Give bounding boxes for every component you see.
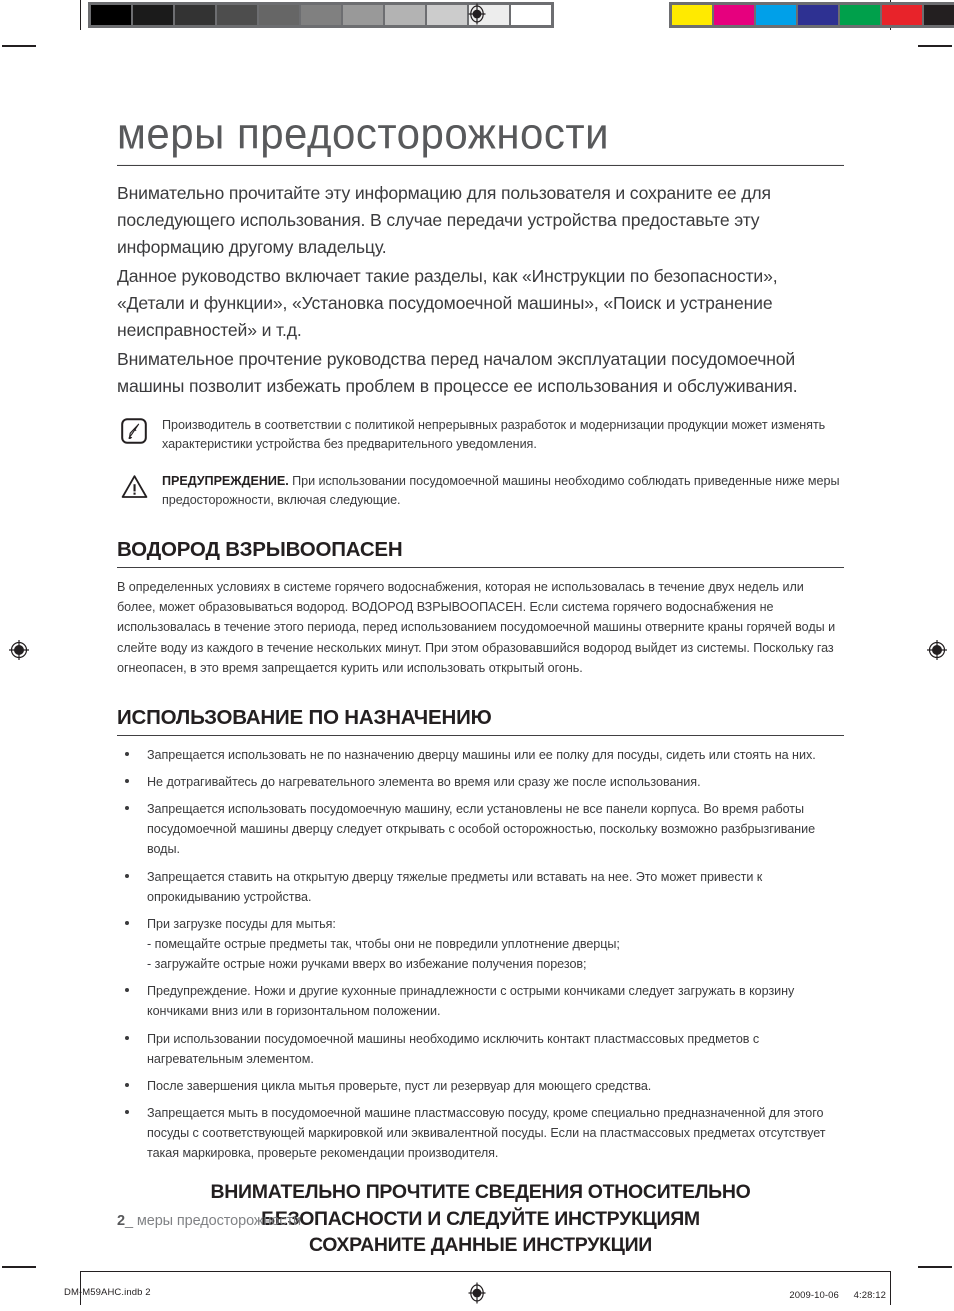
warning-notice-text	[162, 472, 844, 510]
bullet-dot-icon	[125, 752, 129, 756]
section-intended-use	[117, 706, 844, 1164]
closing-line: БЕЗОПАСНОСТИ И СЛЕДУЙТЕ ИНСТРУКЦИЯМ	[261, 1207, 700, 1230]
list-item-text: Запрещается ставить на открытую дверцу тяжелые предметы или вставать на нее. Это может привести к опрокидыванию устройства.	[147, 869, 763, 904]
list-item-subline: - помещайте острые предметы так, чтобы они не повредили уплотнение дверцы;	[147, 937, 620, 951]
list-item-text: Запрещается использовать не по назначению дверцу машины или ее полку для посуды, сидеть или стоять на них.	[147, 747, 816, 762]
bullet-dot-icon	[125, 779, 129, 783]
bullet-dot-icon	[125, 1083, 129, 1087]
warning-triangle-icon	[121, 472, 151, 499]
section-paragraph: В определенных условиях в системе горячего водоснабжения, которая не использовалась в течение двух недель или более, может образовываться водород. ВОДОРОД ВЗРЫВООПАСЕН. Если система горячего водоснабжения не использовалась в течение этого периода, перед использованием посудомоечной машины отверните краны горячей воды и слейте воду из каждого в течение нескольких минут. При этом образовавшийся водород выйдет из системы. Поскольку газ огнеопасен, в это время запрещается курить или использовать открытый огонь.	[117, 580, 836, 675]
page-content	[117, 108, 844, 1259]
note-pen-icon	[121, 416, 151, 444]
list-item-text: Запрещается использовать посудомоечную машину, если установлены не все панели корпуса. Во время работы посудомоечной машины дверцу следует открывать с особой осторожностью, поскольку возможно разбрызгивание воды.	[147, 802, 816, 857]
list-item-text: При загрузке посуды для мытья:	[147, 916, 336, 931]
list-item-text: После завершения цикла мытья проверьте, пуст ли резервуар для моющего средства.	[147, 1078, 652, 1093]
slug-rule	[80, 1271, 890, 1272]
list-item	[117, 799, 844, 859]
list-item	[117, 1103, 844, 1163]
list-item	[117, 914, 844, 974]
page-number: 2	[117, 1213, 125, 1229]
intro-paragraph: Данное руководство включает такие разделы, как «Инструкции по безопасности», «Детали и функции», «Установка посудомоечной машины», «Поиск и устранение неисправностей» и т.д.	[117, 266, 778, 340]
list-item-text: Предупреждение. Ножи и другие кухонные принадлежности с острыми кончиками следует загружать в корзину кончиками вниз или в горизонтальном положении.	[147, 984, 795, 1019]
section-heading: ВОДОРОД ВЗРЫВООПАСЕН	[117, 538, 844, 568]
closing-line: ВНИМАТЕЛЬНО ПРОЧТИТЕ СВЕДЕНИЯ ОТНОСИТЕЛЬНО	[210, 1181, 751, 1204]
intro-block	[117, 166, 844, 399]
bullet-dot-icon	[125, 988, 129, 992]
safety-bullet-list	[117, 736, 844, 1164]
intro-paragraph: Внимательно прочитайте эту информацию для пользователя и сохраните ее для последующего использования. В случае передачи устройства предоставьте эту информацию другому владельцу.	[117, 183, 771, 258]
list-item-subline: - загружайте острые ножи ручками вверх во избежание получения порезов;	[147, 957, 587, 972]
list-item	[117, 1029, 844, 1069]
list-item	[117, 867, 844, 907]
footer-running-title: меры предосторожности	[136, 1213, 302, 1229]
bullet-dot-icon	[125, 1036, 129, 1040]
list-item	[117, 772, 844, 792]
bullet-dot-icon	[125, 921, 129, 925]
section-body	[117, 568, 844, 678]
page-footer	[117, 1213, 301, 1229]
bullet-dot-icon	[125, 806, 129, 810]
intro-paragraph: Внимательное прочтение руководства перед началом эксплуатации посудомоечной машины позволит избежать проблем в процессе ее использования и обслуживания.	[117, 348, 798, 396]
list-item	[117, 1076, 844, 1096]
list-item-text: Запрещается мыть в посудомоечной машине пластмассовую посуду, кроме специально предназначенной для этого посуды с соответствующей маркировкой или эквивалентной посуды. Если на пластмассовых предметах отсутствует такая маркировка, проверьте рекомендации производителя.	[147, 1105, 826, 1161]
warning-body-text: При использовании посудомоечной машины необходимо соблюдать приведенные ниже меры предосторожности, включая следующие.	[162, 473, 840, 508]
slug-filename: DM-M59AHC.indb 2	[64, 1287, 151, 1298]
bullet-dot-icon	[125, 874, 129, 878]
section-hydrogen	[117, 538, 844, 678]
imposition-slug-line	[0, 1270, 954, 1311]
list-item-text: Не дотрагивайтесь до нагревательного элемента во время или сразу же после использования.	[147, 775, 701, 790]
slug-timestamp: 2009-10-06 ㅤ 4:28:12	[789, 1290, 886, 1301]
bullet-dot-icon	[125, 1110, 129, 1114]
footer-separator: _	[124, 1213, 133, 1229]
closing-line: СОХРАНИТЕ ДАННЫЕ ИНСТРУКЦИИ	[308, 1234, 653, 1257]
note-notice-text: Производитель в соответствии с политикой непрерывных разработок и модернизации продукции может изменять характеристики устройства без предварительного уведомления.	[162, 417, 826, 451]
list-item-text: При использовании посудомоечной машины необходимо исключить контакт пластмассовых предметов с нагревательным элементом.	[147, 1031, 760, 1066]
list-item	[117, 981, 844, 1021]
warning-notice	[117, 472, 844, 510]
note-notice	[117, 416, 844, 454]
slug-tick-right	[890, 1271, 891, 1305]
list-item	[117, 745, 844, 765]
warning-lead-label: ПРЕДУПРЕЖДЕНИЕ.	[162, 473, 289, 488]
section-heading: ИСПОЛЬЗОВАНИЕ ПО НАЗНАЧЕНИЮ	[117, 706, 844, 736]
page-title: меры предосторожности	[117, 110, 844, 167]
